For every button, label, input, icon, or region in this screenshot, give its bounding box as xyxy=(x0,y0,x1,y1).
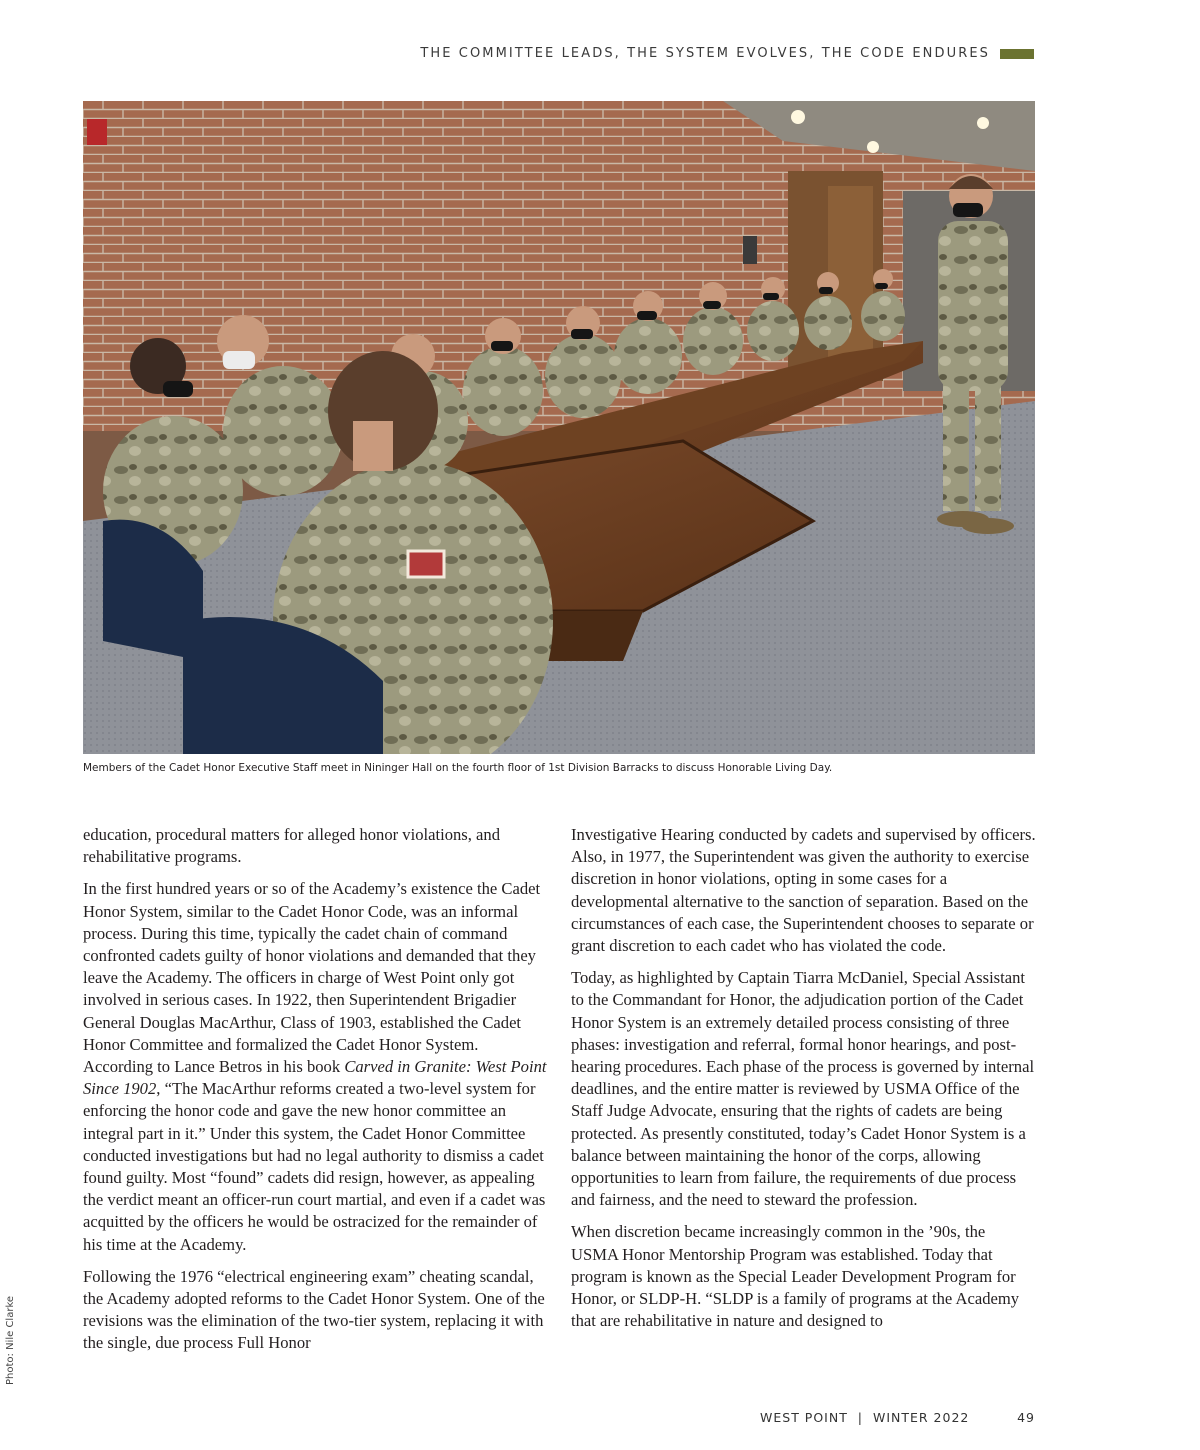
article-column-left xyxy=(83,824,548,1365)
page-footer xyxy=(760,1410,1035,1425)
meeting-photo-illustration xyxy=(83,101,1035,754)
body-paragraph: Following the 1976 “electrical engineering exam” cheating scandal, the Academy adopted reforms to the Cadet Honor System. One of the revisions was the elimination of the two-tier system, replacing it with the single, due process Full Honor xyxy=(83,1266,545,1353)
photo-credit: Photo: Nile Clarke xyxy=(5,1295,16,1385)
article-photo xyxy=(83,101,1035,754)
body-text: , “The MacArthur reforms created a two-level system for enforcing the honor code and gave the new honor committee an integral part in it.” Under this system, the Cadet Honor Committee conducted investigations but had no legal authority to dismiss a cadet found guilty. Most “found” cadets did resign, however, as appealing the verdict meant an officer-run court martial, and even if a cadet was acquitted by the officers he would be ostracized for the remainder of his time at the Academy. xyxy=(83,1079,546,1254)
running-head-bar xyxy=(1000,49,1034,59)
body-text: In the first hundred years or so of the Academy’s existence the Cadet Honor System, similar to the Cadet Honor Code, was an informal process. During this time, typically the cadet chain of command confronted cadets guilty of honor violations and demanded that they leave the Academy. The officers in charge of West Point only got involved in serious cases. In 1922, then Superintendent Brigadier General Douglas MacArthur, Class of 1903, established the Cadet Honor Committee and formalized the Cadet Honor System. According to Lance Betros in his book xyxy=(83,879,541,1077)
body-paragraph: Investigative Hearing conducted by cadets and supervised by officers. Also, in 1977, the Superintendent was given the authority to exercise discretion in honor violations, opting in some cases for a developmental alternative to the sanction of separation. Based on the circumstances of each case, the Superintendent chooses to separate or grant discretion to each cadet who has violated the code. xyxy=(571,825,1036,956)
running-head-text: THE COMMITTEE LEADS, THE SYSTEM EVOLVES, THE CODE ENDURES xyxy=(420,46,990,61)
article-column-right xyxy=(571,824,1036,1342)
page-number: 49 xyxy=(1017,1410,1035,1425)
body-paragraph: education, procedural matters for alleged honor violations, and rehabilitative programs. xyxy=(83,825,501,867)
body-paragraph: When discretion became increasingly common in the ’90s, the USMA Honor Mentorship Program was established. Today that program is known as the Special Leader Development Program for Honor, or SLDP-H. “SLDP is a family of programs at the Academy that are rehabilitative in nature and designed to xyxy=(571,1222,1020,1331)
publication-name: WEST POINT | WINTER 2022 xyxy=(760,1410,970,1425)
body-paragraph: Today, as highlighted by Captain Tiarra McDaniel, Special Assistant to the Commandant for Honor, the adjudication portion of the Cadet Honor System is an extremely detailed process consisting of three phases: investigation and referral, formal honor hearings, and post-hearing procedures. Each phase of the process is governed by internal deadlines, and the entire matter is reviewed by USMA Office of the Staff Judge Advocate, ensuring that the rights of cadets are being protected. As presently constituted, today’s Cadet Honor System is a balance between maintaining the honor of the corps, allowing opportunities to learn from failure, the requirements of due process and fairness, and the need to steward the profession. xyxy=(571,968,1035,1210)
photo-caption: Members of the Cadet Honor Executive Staff meet in Nininger Hall on the fourth floor of 1st Division Barracks to discuss Honorable Living Day. xyxy=(83,762,833,774)
body-paragraph xyxy=(83,878,548,1255)
running-head xyxy=(420,46,1034,61)
book-title: Carved in Granite: West Point Since 1902 xyxy=(83,1057,547,1099)
